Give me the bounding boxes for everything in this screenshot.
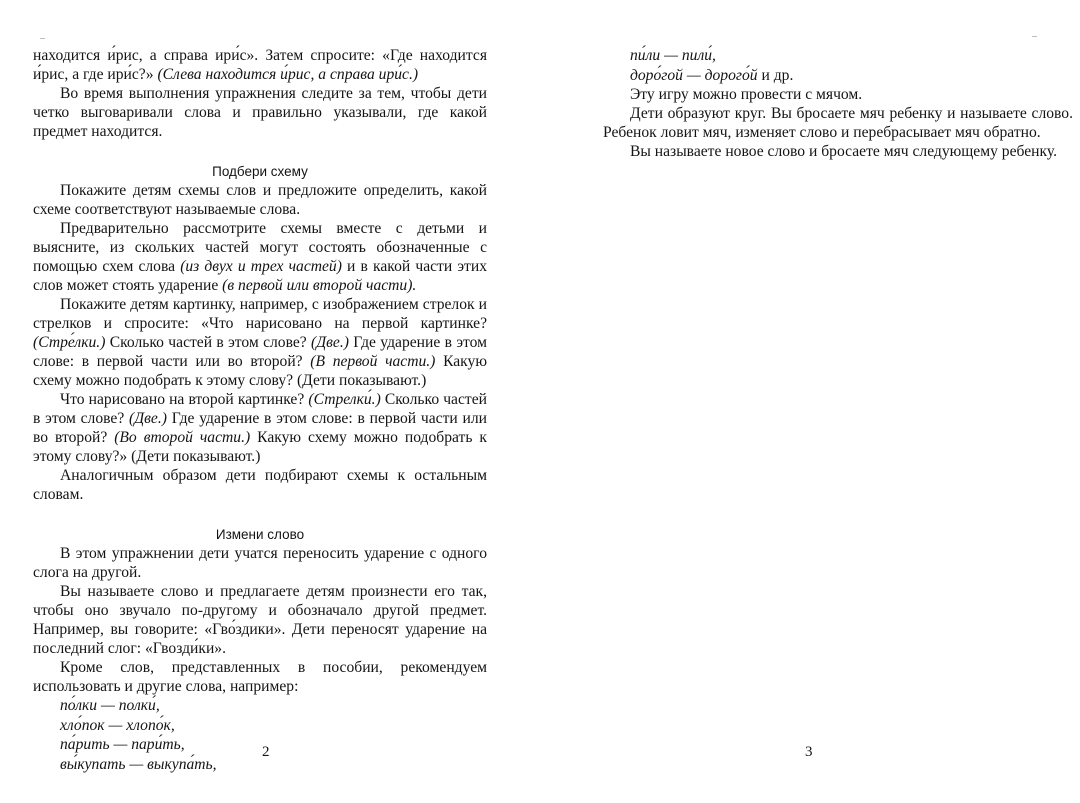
paragraph: Аналогичным образом дети подбирают схемы к остальным словам. <box>33 467 487 503</box>
paragraph: Кроме слов, представленных в пособии, рекомендуем использовать и другие слова, например: <box>33 659 487 695</box>
paragraph: Во время выполнения упражнения следите за тем, чтобы дети четко выговаривали слова и правильно указывали, где какой предмет находится. <box>33 85 487 140</box>
page-number: 3 <box>805 744 813 760</box>
paragraph: Покажите детям схемы слов и предложите определить, какой схеме соответствуют называемые слова. <box>33 182 487 218</box>
paragraph: находится и́рис, а справа ири́с». Затем спросите: «Где находится и́рис, а где ири́с?» (Слева находится и́рис, а справа ири́с.) <box>33 47 487 83</box>
example-word-pair: доро́гой — дорого́й и др. <box>630 66 794 84</box>
paragraph: Что нарисовано на второй картинке? (Стрелки́.) Сколько частей в этом слове? (Две.) Где ударение в этом слове: в первой части или во второй? (Во второй части.) Какую схему можно подобрать к этому слову?» (Дети показывают.) <box>33 391 488 465</box>
example-word-pair: по́лки — полки́, <box>60 697 160 714</box>
paragraph: Вы называете слово и предлагаете детям произнести его так, чтобы оно звучало по-другому и обозначало другой предмет. Например, вы говорите: «Гво́здики». Дети переносят ударение на последний слог: «Гвозди́ки». <box>33 583 487 657</box>
paragraph: Предварительно рассмотрите схемы вместе с детьми и выясните, из скольких частей могут состоять обозначенные с помощью схем слова (из двух и трех частей) и в какой части этих слов может стоять ударение (в первой или второй части). <box>33 220 487 294</box>
page-number: 2 <box>262 744 270 760</box>
example-word-pair: хло́пок — хлопо́к, <box>60 716 175 734</box>
paragraph: Вы называете новое слово и бросаете мяч следующему ребенку. <box>630 143 1057 160</box>
example-word-pair: пи́ли — пили́, <box>630 47 716 64</box>
right-text-column <box>603 46 1073 161</box>
example-word-pair: вы́купать — выкупа́ть, <box>60 755 217 773</box>
paragraph: Дети образуют круг. Вы бросаете мяч ребенку и называете слово. Ребенок ловит мяч, изменяет слово и перебрасывает мяч обратно. <box>603 105 1073 141</box>
section-heading-change-word: Измени слово <box>215 527 305 542</box>
scan-mark <box>1032 36 1037 37</box>
paragraph: Покажите детям картинку, например, с изображением стрелок и стрелков и спросите: «Что нарисовано на первой картинке? (Стре́лки.) Сколько частей в этом слове? (Две.) Где ударение в этом слове: в первой части или во второй? (В первой части.) Какую схему можно подобрать к этому слову? (Дети показывают.) <box>33 296 487 389</box>
scan-mark <box>40 38 45 39</box>
section-heading-schema: Подбери схему <box>212 164 308 179</box>
left-text-column <box>33 46 487 774</box>
example-word-pair: па́рить — пари́ть, <box>60 736 185 753</box>
paragraph: В этом упражнении дети учатся переносить ударение с одного слога на другой. <box>33 545 487 581</box>
right-page <box>540 0 1080 803</box>
paragraph: Эту игру можно провести с мячом. <box>630 86 863 103</box>
